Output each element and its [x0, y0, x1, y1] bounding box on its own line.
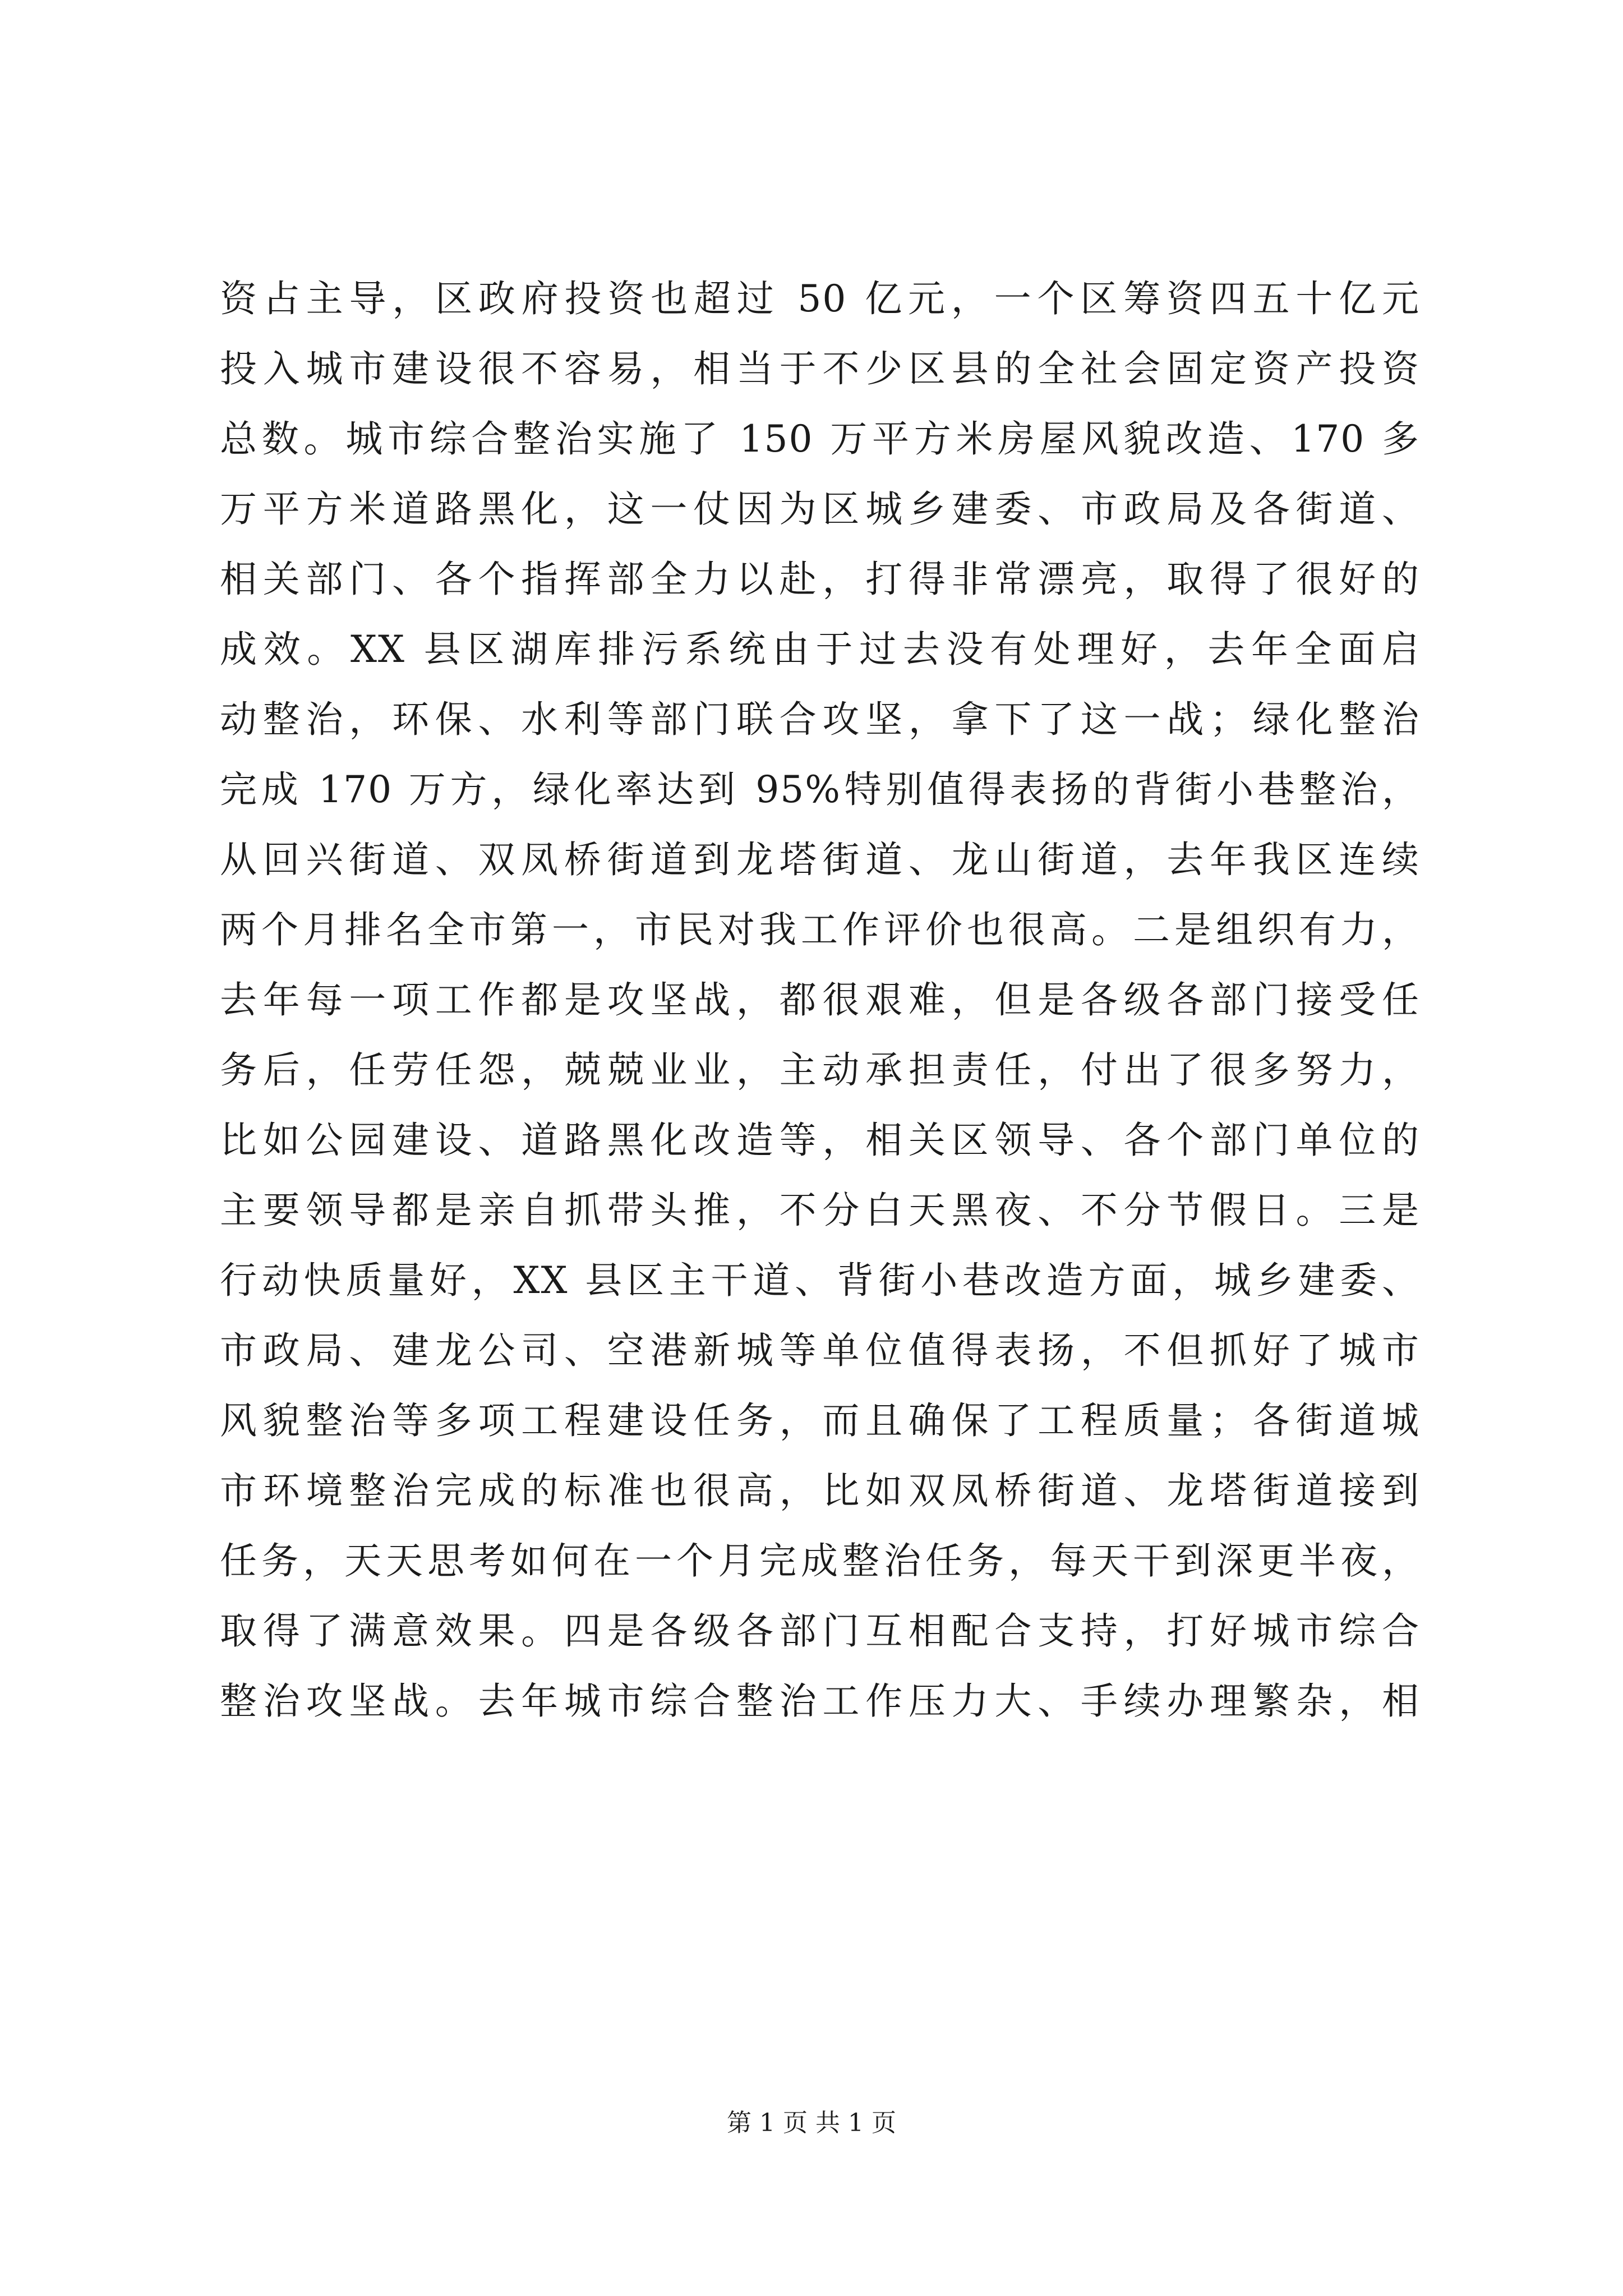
text-line: 任务，天天思考如何在一个月完成整治任务，每天干到深更半夜，: [220, 1539, 1420, 1582]
text-line: 主要领导都是亲自抓带头推，不分白天黑夜、不分节假日。三是: [220, 1189, 1420, 1232]
text-line: 完成 170 万方，绿化率达到 95%特别值得表扬的背街小巷整治，: [220, 768, 1420, 811]
text-line: 取得了满意效果。四是各级各部门互相配合支持，打好城市综合: [220, 1609, 1420, 1653]
text-line: 从回兴街道、双凤桥街道到龙塔街道、龙山街道，去年我区连续: [220, 838, 1420, 881]
text-line: 成效。XX 县区湖库排污系统由于过去没有处理好，去年全面启: [220, 628, 1420, 671]
page-footer: [0, 2106, 1623, 2140]
text-line: 投入城市建设很不容易，相当于不少区县的全社会固定资产投资: [220, 347, 1420, 390]
text-line: 动整治，环保、水利等部门联合攻坚，拿下了这一战；绿化整治: [220, 698, 1420, 741]
text-line: 资占主导，区政府投资也超过 50 亿元，一个区筹资四五十亿元: [220, 277, 1420, 320]
text-line: 两个月排名全市第一，市民对我工作评价也很高。二是组织有力，: [220, 908, 1420, 951]
text-line: 总数。城市综合整治实施了 150 万平方米房屋风貌改造、170 多: [220, 417, 1420, 461]
text-line: 市环境整治完成的标准也很高，比如双凤桥街道、龙塔街道接到: [220, 1469, 1420, 1512]
text-line: 万平方米道路黑化，这一仗因为区城乡建委、市政局及各街道、: [220, 487, 1420, 531]
text-line: 去年每一项工作都是攻坚战，都很艰难，但是各级各部门接受任: [220, 978, 1420, 1022]
text-line: 整治攻坚战。去年城市综合整治工作压力大、手续办理繁杂，相: [220, 1680, 1420, 1723]
text-line: 风貌整治等多项工程建设任务，而且确保了工程质量；各街道城: [220, 1399, 1420, 1442]
page-number-label: 第 1 页 共 1 页: [727, 2109, 896, 2137]
text-line: 比如公园建设、道路黑化改造等，相关区领导、各个部门单位的: [220, 1119, 1420, 1162]
text-line: 相关部门、各个指挥部全力以赴，打得非常漂亮，取得了很好的: [220, 558, 1420, 601]
text-line: 行动快质量好，XX 县区主干道、背街小巷改造方面，城乡建委、: [220, 1259, 1420, 1302]
text-line: 市政局、建龙公司、空港新城等单位值得表扬，不但抓好了城市: [220, 1329, 1420, 1372]
body-text: [220, 264, 1420, 1736]
text-line: 务后，任劳任怨，兢兢业业，主动承担责任，付出了很多努力，: [220, 1048, 1420, 1092]
